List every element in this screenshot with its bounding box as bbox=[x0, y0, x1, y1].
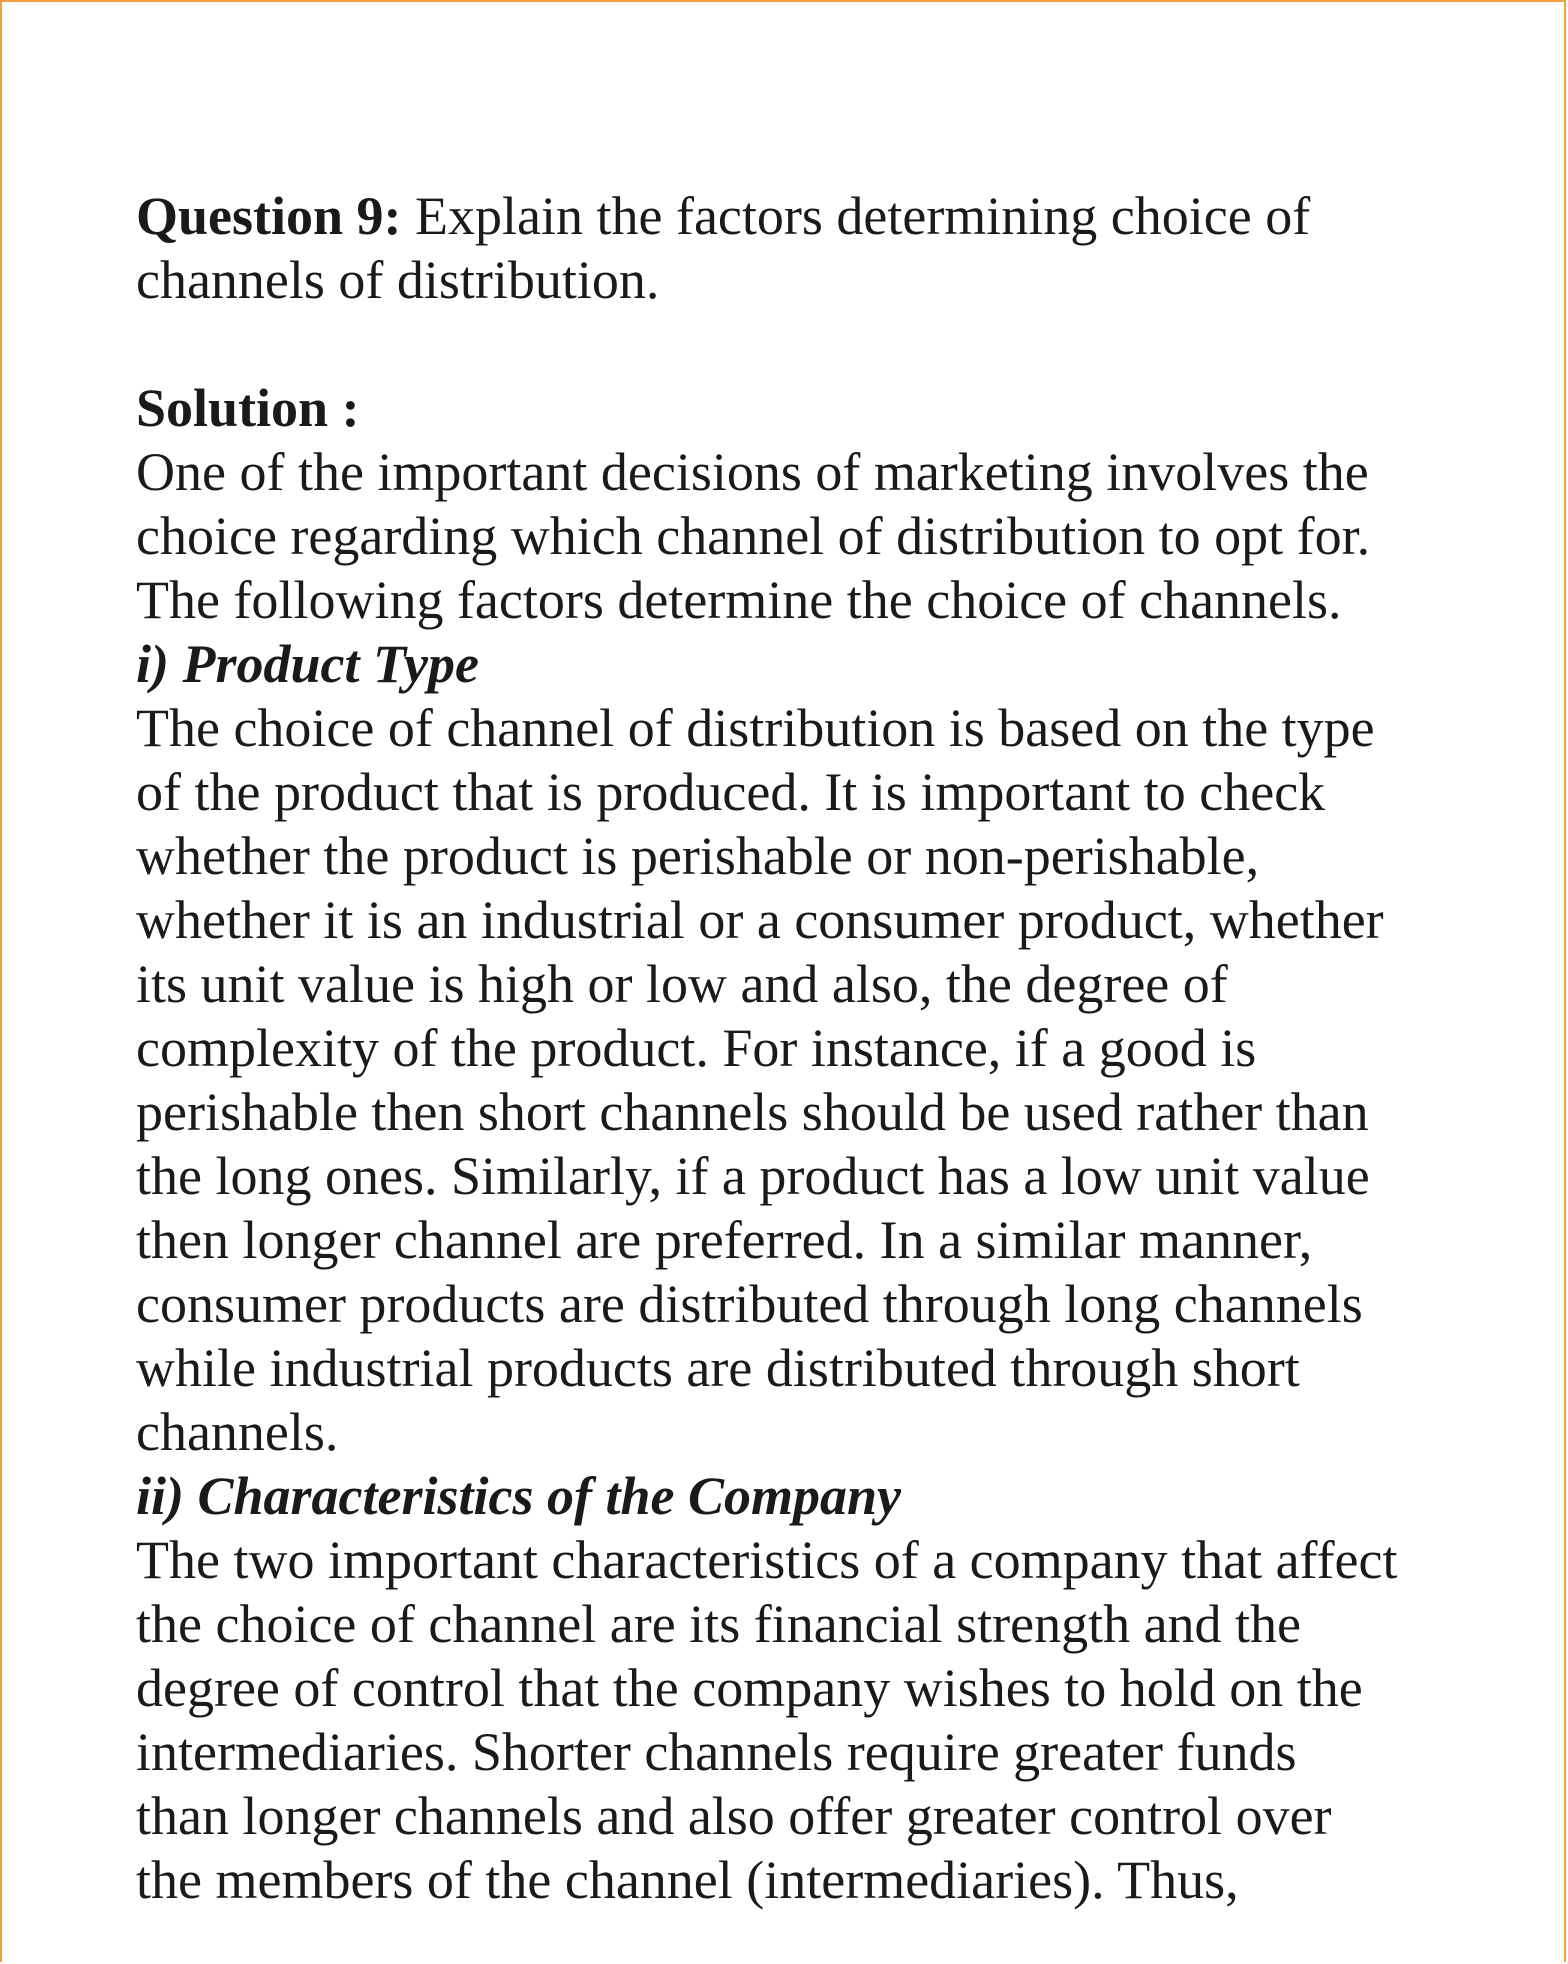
section-line: whether it is an industrial or a consumer product, whether bbox=[136, 890, 1384, 950]
section-line: the choice of channel are its financial strength and the bbox=[136, 1594, 1302, 1654]
question-line-2: channels of distribution. bbox=[136, 250, 660, 310]
intro-line: choice regarding which channel of distribution to opt for. bbox=[136, 506, 1371, 566]
section-line: complexity of the product. For instance, if a good is bbox=[136, 1018, 1257, 1078]
section-line: than longer channels and also offer greater control over bbox=[136, 1786, 1332, 1846]
section-line: The choice of channel of distribution is based on the type bbox=[136, 698, 1375, 758]
section-line: the members of the channel (intermediaries). Thus, bbox=[136, 1850, 1239, 1910]
section-line: then longer channel are preferred. In a similar manner, bbox=[136, 1210, 1313, 1270]
question-line-1 bbox=[136, 184, 1456, 248]
section-line: whether the product is perishable or non-perishable, bbox=[136, 826, 1260, 886]
section-line: intermediaries. Shorter channels require greater funds bbox=[136, 1722, 1297, 1782]
section-line: its unit value is high or low and also, the degree of bbox=[136, 954, 1228, 1014]
spacer bbox=[136, 312, 1456, 376]
section-line: of the product that is produced. It is important to check bbox=[136, 762, 1326, 822]
section-line: the long ones. Similarly, if a product has a low unit value bbox=[136, 1146, 1370, 1206]
section-line: perishable then short channels should be used rather than bbox=[136, 1082, 1369, 1142]
solution-label: Solution : bbox=[136, 378, 360, 438]
section-heading-company-characteristics: ii) Characteristics of the Company bbox=[136, 1466, 902, 1526]
section-line: channels. bbox=[136, 1402, 339, 1462]
intro-line: One of the important decisions of marketing involves the bbox=[136, 442, 1369, 502]
section-line: degree of control that the company wishes to hold on the bbox=[136, 1658, 1363, 1718]
section-line: The two important characteristics of a company that affect bbox=[136, 1530, 1398, 1590]
question-label: Question 9: bbox=[136, 186, 402, 246]
section-heading-product-type: i) Product Type bbox=[136, 634, 479, 694]
document-content bbox=[136, 184, 1456, 1912]
section-line: while industrial products are distributed through short bbox=[136, 1338, 1300, 1398]
question-text-1: Explain the factors determining choice of bbox=[401, 186, 1311, 246]
section-line: consumer products are distributed through long channels bbox=[136, 1274, 1363, 1334]
intro-line: The following factors determine the choice of channels. bbox=[136, 570, 1342, 630]
